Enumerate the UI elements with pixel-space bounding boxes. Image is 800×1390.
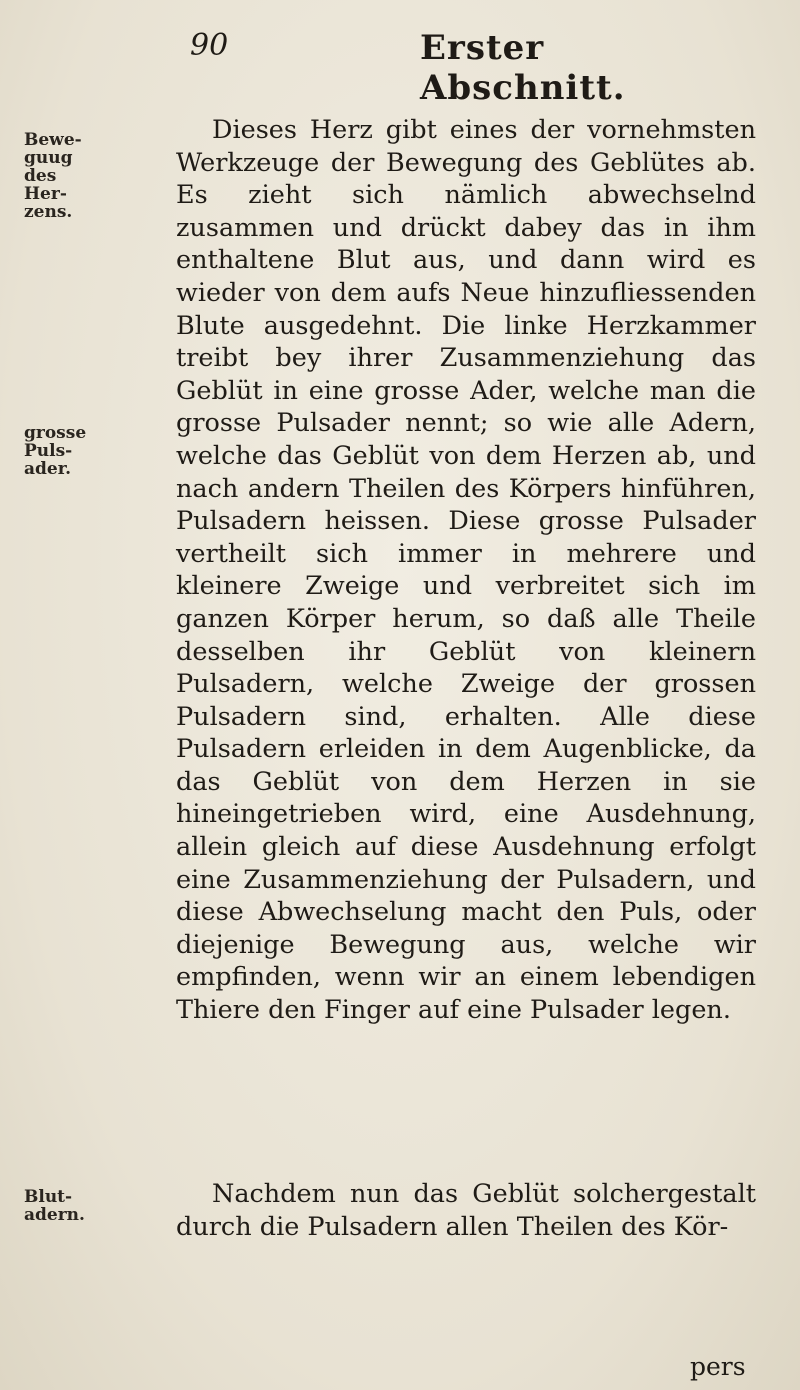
running-title: Erster Abschnitt. <box>420 28 626 108</box>
catchword: pers <box>690 1352 746 1381</box>
body-paragraph-heart: Dieses Herz gibt eines der vornehmsten Werkzeuge der Bewegung des Geblütes ab. Es zieht sich nämlich abwechselnd zusammen und drückt dabey das in ihm enthaltene Blut aus, und dann wird es wieder von dem aufs Neue hinzufliessenden Blute ausgedehnt. Die linke Herzkammer treibt bey ihrer Zusammenziehung das Geblüt in eine grosse Ader, welche man die grosse Pulsader nennt; so wie alle Adern, welche das Geblüt von dem Herzen ab, und nach andern Theilen des Körpers hinführen, Pulsadern heissen. Diese grosse Pulsader vertheilt sich immer in mehrere und kleinere Zweige und verbreitet sich im ganzen Körper herum, so daß alle Theile desselben ihr Geblüt von kleinern Pulsadern, welche Zweige der grossen Pulsadern sind, erhalten. Alle diese Pulsadern erleiden in dem Augenblicke, da das Geblüt von dem Herzen in sie hineingetrieben wird, eine Ausdehnung, allein gleich auf diese Ausdehnung erfolgt eine Zusammenziehung der Pulsadern, und diese Abwechselung macht den Puls, oder diejenige Bewegung aus, welche wir empfinden, wenn wir an einem lebendigen Thiere den Finger auf eine Pulsader legen. <box>176 115 756 1026</box>
page-number: 90 <box>190 28 229 63</box>
margin-note-heart-movement: Bewe- guug des Her- zens. <box>24 130 82 222</box>
margin-note-veins: Blut- adern. <box>24 1187 85 1225</box>
margin-note-aorta: grosse Puls- ader. <box>24 423 87 479</box>
page-header <box>190 28 750 108</box>
body-paragraph-veins: Nachdem nun das Geblüt solchergestalt durch die Pulsadern allen Theilen des Kör- <box>176 1179 756 1242</box>
